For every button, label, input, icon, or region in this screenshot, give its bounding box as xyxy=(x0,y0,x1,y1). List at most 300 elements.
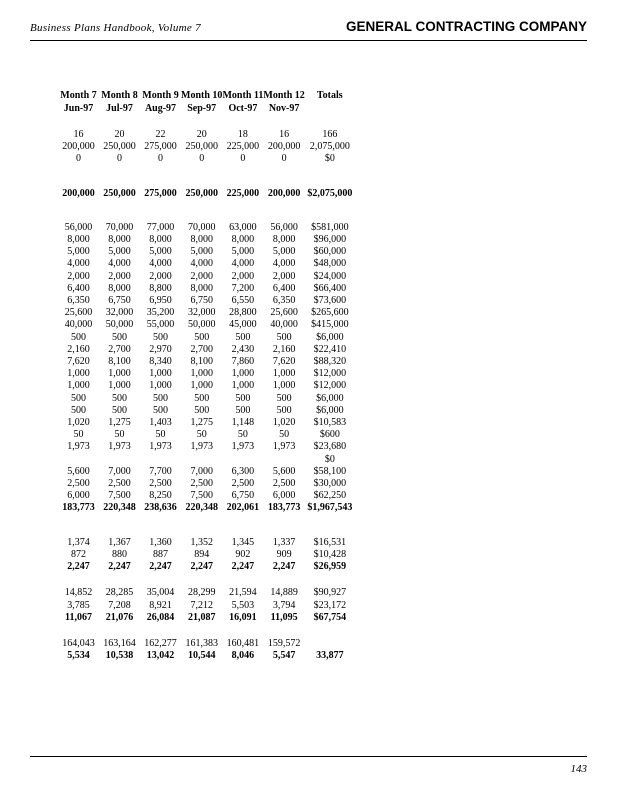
table-cell: 2,000 xyxy=(67,270,90,282)
table-cell: 50,000 xyxy=(187,319,216,331)
table-cell: 163,164 xyxy=(103,637,136,649)
table-cell: 50 xyxy=(114,429,125,441)
table-cell: 6,750 xyxy=(108,295,131,307)
handbook-title: Business Plans Handbook, Volume 7 xyxy=(30,22,201,34)
total-row xyxy=(58,561,355,573)
table-cell: 500 xyxy=(194,392,210,404)
table-cell: $90,927 xyxy=(313,587,347,599)
table-cell: 8,100 xyxy=(190,356,213,368)
column-header: Month 12 xyxy=(263,90,305,101)
table-cell: $10,428 xyxy=(313,548,347,560)
table-row xyxy=(58,271,355,283)
table-cell: 225,000 xyxy=(226,141,260,153)
table-cell: 2,247 xyxy=(149,561,172,573)
table-cell: 902 xyxy=(235,548,251,560)
table-cell: 2,000 xyxy=(149,270,172,282)
table-cell: 2,500 xyxy=(108,478,131,490)
table-cell: 28,800 xyxy=(229,307,257,319)
table-cell: 1,973 xyxy=(149,441,172,453)
table-row xyxy=(58,246,355,258)
table-cell: $6,000 xyxy=(316,404,344,416)
table-cell: $1,967,543 xyxy=(307,502,353,514)
table-cell: 55,000 xyxy=(146,319,175,331)
table-cell: $30,000 xyxy=(313,478,347,490)
table-row xyxy=(58,466,355,478)
table-cell: 225,000 xyxy=(226,187,260,199)
table-cell: $6,000 xyxy=(316,331,344,343)
table-cell: 50 xyxy=(155,429,166,441)
table-cell: 7,620 xyxy=(272,356,296,368)
table-row xyxy=(58,258,355,270)
table-cell: 183,773 xyxy=(62,502,95,514)
table-cell: 5,000 xyxy=(231,246,255,258)
table-cell: 26,084 xyxy=(146,611,175,623)
table-row xyxy=(58,417,355,429)
table-cell: 500 xyxy=(194,331,210,343)
table-cell: 500 xyxy=(235,331,251,343)
spacer-row xyxy=(58,115,355,129)
table-cell: 500 xyxy=(276,331,292,343)
table-cell: $0 xyxy=(324,453,335,465)
table-cell: 2,247 xyxy=(108,561,131,573)
column-header: Month 9 xyxy=(142,90,179,101)
table-cell: 2,160 xyxy=(67,343,90,355)
table-cell: 2,000 xyxy=(190,270,213,282)
table-row xyxy=(58,234,355,246)
table-cell: $0 xyxy=(324,153,335,165)
table-cell: $48,000 xyxy=(313,258,347,270)
table-cell: 50 xyxy=(237,429,248,441)
table-cell: 1,973 xyxy=(108,441,131,453)
table-cell: 161,383 xyxy=(185,637,218,649)
spacer-row xyxy=(58,166,355,188)
table-cell: 0 xyxy=(117,153,122,165)
table-cell: 7,000 xyxy=(190,465,213,477)
table-cell: 8,046 xyxy=(231,650,255,662)
table-cell: $581,000 xyxy=(311,221,349,233)
column-subheader: Nov-97 xyxy=(268,103,300,114)
table-row xyxy=(58,222,355,234)
table-cell: 1,000 xyxy=(272,380,296,392)
table-cell: 1,000 xyxy=(149,380,172,392)
column-subheader: Oct-97 xyxy=(228,103,258,114)
table-cell: 1,337 xyxy=(272,536,296,548)
table-cell: 1,000 xyxy=(108,380,131,392)
table-cell xyxy=(99,454,140,466)
table-cell: 2,000 xyxy=(272,270,296,282)
table-cell: 1,973 xyxy=(190,441,213,453)
table-cell xyxy=(263,454,304,466)
financial-table-container xyxy=(58,89,355,662)
column-subheader: Aug-97 xyxy=(144,103,177,114)
table-cell: 8,921 xyxy=(149,599,172,611)
table-row xyxy=(58,549,355,561)
table-row xyxy=(58,393,355,405)
table-cell: 200,000 xyxy=(62,141,95,153)
spacer-cell xyxy=(58,200,355,222)
table-cell: 40,000 xyxy=(64,319,93,331)
table-cell: 7,200 xyxy=(231,282,255,294)
table-cell: 6,750 xyxy=(231,490,255,502)
table-cell: 2,700 xyxy=(108,343,131,355)
table-cell: 0 xyxy=(199,153,205,165)
table-cell: 18 xyxy=(237,129,248,140)
table-cell: 6,400 xyxy=(67,282,90,294)
table-cell: 32,000 xyxy=(105,307,134,319)
table-cell: 1,020 xyxy=(67,417,90,429)
table-cell: $73,600 xyxy=(313,295,347,307)
table-cell: 2,500 xyxy=(231,478,255,490)
table-cell: $12,000 xyxy=(313,368,347,380)
table-cell: 1,000 xyxy=(108,368,131,380)
table-cell: 500 xyxy=(71,404,86,416)
table-cell xyxy=(305,638,355,650)
table-row xyxy=(58,405,355,417)
table-row xyxy=(58,454,355,466)
table-row xyxy=(58,344,355,356)
table-cell: $66,400 xyxy=(313,282,347,294)
table-cell: 1,000 xyxy=(149,368,172,380)
table-cell: 1,973 xyxy=(67,441,90,453)
table-cell: 500 xyxy=(112,331,127,343)
table-cell: 500 xyxy=(153,392,168,404)
table-cell: 872 xyxy=(71,548,86,560)
table-cell: 16,091 xyxy=(229,611,257,623)
table-cell: 11,095 xyxy=(270,611,298,623)
table-cell: 7,700 xyxy=(149,465,172,477)
page-footer xyxy=(30,756,587,775)
table-cell: 8,000 xyxy=(149,234,172,246)
spacer-cell xyxy=(58,166,355,188)
table-cell: 6,350 xyxy=(272,295,296,307)
table-cell: 500 xyxy=(71,392,86,404)
table-cell: 1,973 xyxy=(272,441,296,453)
table-cell: 32,000 xyxy=(187,307,216,319)
table-cell: 0 xyxy=(158,153,163,165)
table-cell: 1,345 xyxy=(231,536,255,548)
table-cell: 77,000 xyxy=(146,221,175,233)
table-cell: 10,544 xyxy=(187,650,216,662)
table-cell: 6,400 xyxy=(272,282,296,294)
table-cell: 63,000 xyxy=(229,221,257,233)
spacer-cell xyxy=(58,515,355,537)
spacer-row xyxy=(58,515,355,537)
table-cell: 1,973 xyxy=(231,441,255,453)
table-cell: 7,212 xyxy=(190,599,213,611)
table-cell: 6,350 xyxy=(67,295,90,307)
table-cell: 1,275 xyxy=(190,417,213,429)
table-cell: 3,794 xyxy=(272,599,296,611)
table-row xyxy=(58,307,355,319)
table-cell: 6,950 xyxy=(149,295,172,307)
table-cell: 2,247 xyxy=(231,561,255,573)
table-cell: 3,785 xyxy=(67,599,90,611)
table-cell: 2,075,000 xyxy=(309,141,350,153)
table-cell: 500 xyxy=(276,404,292,416)
table-cell: 8,000 xyxy=(108,234,131,246)
spacer-row xyxy=(58,624,355,638)
table-cell: 11,067 xyxy=(65,611,92,623)
table-row xyxy=(58,283,355,295)
table-cell: 14,889 xyxy=(270,587,298,599)
table-cell: 275,000 xyxy=(144,187,177,199)
table-cell: 1,000 xyxy=(190,368,213,380)
table-cell: 2,500 xyxy=(272,478,296,490)
table-cell: 35,200 xyxy=(146,307,175,319)
table-cell: 4,000 xyxy=(231,258,255,270)
table-cell: 22 xyxy=(155,129,166,140)
spacer-row xyxy=(58,573,355,587)
spacer-cell xyxy=(58,115,355,129)
table-cell: 880 xyxy=(112,548,127,560)
table-cell: 2,500 xyxy=(149,478,172,490)
table-cell: 50,000 xyxy=(105,319,134,331)
column-header: Month 11 xyxy=(222,90,264,101)
table-cell: 6,300 xyxy=(231,465,255,477)
table-row xyxy=(58,441,355,453)
column-header: Month 10 xyxy=(181,90,223,101)
table-cell: 1,275 xyxy=(108,417,131,429)
table-cell: $24,000 xyxy=(313,270,347,282)
table-cell: 16 xyxy=(73,129,84,140)
table-cell: 1,374 xyxy=(67,536,90,548)
table-cell: 7,500 xyxy=(190,490,213,502)
table-cell: 20 xyxy=(114,129,125,140)
table-cell: 70,000 xyxy=(105,221,134,233)
table-cell: 5,000 xyxy=(108,246,131,258)
table-cell xyxy=(181,454,222,466)
table-cell: 887 xyxy=(153,548,168,560)
table-cell: 166 xyxy=(322,129,338,140)
table-cell: 0 xyxy=(76,153,81,165)
table-row xyxy=(58,537,355,549)
table-cell: 500 xyxy=(235,404,251,416)
table-cell: 6,000 xyxy=(272,490,296,502)
table-row xyxy=(58,490,355,502)
table-cell: 7,208 xyxy=(108,599,131,611)
table-cell: 50 xyxy=(73,429,84,441)
table-cell: 500 xyxy=(235,392,251,404)
table-cell: 4,000 xyxy=(149,258,172,270)
table-cell: 1,360 xyxy=(149,536,172,548)
table-cell: $2,075,000 xyxy=(307,187,353,199)
table-cell: 2,500 xyxy=(67,478,90,490)
table-cell: $10,583 xyxy=(313,417,347,429)
table-cell: $26,959 xyxy=(313,561,347,573)
table-cell: 0 xyxy=(240,153,246,165)
column-subheader: Jun-97 xyxy=(63,103,94,114)
page-number: 143 xyxy=(570,763,587,775)
table-cell: 5,000 xyxy=(149,246,172,258)
table-cell: 1,000 xyxy=(67,380,90,392)
table-cell: 5,534 xyxy=(67,650,90,662)
table-body xyxy=(58,115,355,662)
page-header xyxy=(30,18,587,41)
table-cell: 33,877 xyxy=(316,650,344,662)
table-cell: 250,000 xyxy=(185,187,218,199)
table-cell: 21,076 xyxy=(105,611,134,623)
column-subheader: Sep-97 xyxy=(187,103,217,114)
financial-table xyxy=(58,89,355,662)
table-cell: 220,348 xyxy=(185,502,218,514)
table-cell: 500 xyxy=(153,404,168,416)
table-cell: 21,087 xyxy=(187,611,216,623)
table-row xyxy=(58,638,355,650)
total-row xyxy=(58,612,355,624)
header-row-dates xyxy=(58,102,355,115)
table-cell: $58,100 xyxy=(313,465,347,477)
table-cell: 20 xyxy=(196,129,207,140)
table-cell: 2,500 xyxy=(190,478,213,490)
table-cell: 220,348 xyxy=(103,502,136,514)
table-cell: 2,000 xyxy=(108,270,131,282)
table-cell: 56,000 xyxy=(270,221,298,233)
table-cell: 2,160 xyxy=(272,343,296,355)
table-cell: 1,020 xyxy=(272,417,296,429)
table-cell: 164,043 xyxy=(62,637,95,649)
table-cell: 50 xyxy=(196,429,207,441)
spacer-cell xyxy=(58,624,355,638)
table-cell: 1,367 xyxy=(108,536,131,548)
table-cell: $60,000 xyxy=(313,246,347,258)
table-cell: 909 xyxy=(276,548,292,560)
table-row xyxy=(58,129,355,141)
table-cell: $16,531 xyxy=(313,536,347,548)
table-cell: 500 xyxy=(276,392,292,404)
table-cell: 45,000 xyxy=(229,319,257,331)
table-cell: 2,247 xyxy=(190,561,213,573)
total-row xyxy=(58,502,355,514)
table-cell: 6,550 xyxy=(231,295,255,307)
table-cell: 202,061 xyxy=(226,502,260,514)
table-cell: 2,247 xyxy=(67,561,90,573)
table-cell: 1,352 xyxy=(190,536,213,548)
table-cell: 200,000 xyxy=(267,141,301,153)
table-cell: 2,247 xyxy=(272,561,296,573)
table-cell: 183,773 xyxy=(267,502,301,514)
table-cell xyxy=(222,454,263,466)
table-row xyxy=(58,356,355,368)
header-row-months xyxy=(58,89,355,102)
table-cell: 1,000 xyxy=(231,380,255,392)
table-cell: 1,000 xyxy=(272,368,296,380)
table-cell: 162,277 xyxy=(144,637,177,649)
table-cell: 1,000 xyxy=(67,368,90,380)
table-cell: 56,000 xyxy=(64,221,93,233)
spacer-row xyxy=(58,200,355,222)
table-cell: 500 xyxy=(112,404,127,416)
table-cell: 4,000 xyxy=(190,258,213,270)
table-cell: 500 xyxy=(112,392,127,404)
table-cell: 200,000 xyxy=(62,187,95,199)
table-cell: 8,000 xyxy=(190,282,213,294)
table-cell: $88,320 xyxy=(313,356,347,368)
table-cell: 7,860 xyxy=(231,356,255,368)
table-cell: 14,852 xyxy=(64,587,93,599)
table-cell: 21,594 xyxy=(229,587,257,599)
table-cell: $23,172 xyxy=(313,599,347,611)
table-cell: 25,600 xyxy=(270,307,298,319)
table-cell: 7,000 xyxy=(108,465,131,477)
table-cell: 50 xyxy=(279,429,290,441)
table-cell: 8,000 xyxy=(272,234,296,246)
table-cell: $600 xyxy=(319,429,340,441)
table-row xyxy=(58,295,355,307)
table-cell: 8,000 xyxy=(231,234,255,246)
table-cell: $265,600 xyxy=(311,307,349,319)
table-cell: $415,000 xyxy=(311,319,349,331)
table-cell: 8,800 xyxy=(149,282,172,294)
table-cell: 28,299 xyxy=(187,587,216,599)
table-row xyxy=(58,368,355,380)
table-cell: $12,000 xyxy=(313,380,347,392)
table-cell: 8,000 xyxy=(67,234,90,246)
table-cell: 4,000 xyxy=(108,258,131,270)
table-cell: 10,538 xyxy=(105,650,134,662)
company-title: GENERAL CONTRACTING COMPANY xyxy=(345,19,587,34)
table-cell: 500 xyxy=(194,404,210,416)
table-cell: 8,100 xyxy=(108,356,131,368)
table-cell: 4,000 xyxy=(67,258,90,270)
table-cell: 5,000 xyxy=(67,246,90,258)
table-cell: 200,000 xyxy=(267,187,301,199)
table-row xyxy=(58,141,355,153)
spacer-cell xyxy=(58,573,355,587)
table-cell: 159,572 xyxy=(267,637,301,649)
table-cell: 5,000 xyxy=(272,246,296,258)
table-cell: 2,970 xyxy=(149,343,172,355)
table-cell: 2,430 xyxy=(231,343,255,355)
column-subheader xyxy=(305,102,355,115)
table-cell: 8,000 xyxy=(108,282,131,294)
table-header xyxy=(58,89,355,115)
table-cell: $67,754 xyxy=(313,611,347,623)
column-subheader: Jul-97 xyxy=(106,103,133,114)
table-row xyxy=(58,587,355,599)
total-row xyxy=(58,188,355,200)
table-cell: $23,680 xyxy=(313,441,347,453)
table-cell: 5,600 xyxy=(67,465,90,477)
table-cell xyxy=(140,454,181,466)
total-row xyxy=(58,650,355,662)
table-row xyxy=(58,429,355,441)
table-cell: 5,503 xyxy=(231,599,255,611)
table-cell: 2,000 xyxy=(231,270,255,282)
table-row xyxy=(58,332,355,344)
table-cell: 5,547 xyxy=(272,650,296,662)
table-cell: 1,000 xyxy=(190,380,213,392)
table-cell: 8,340 xyxy=(149,356,172,368)
table-cell: 5,000 xyxy=(190,246,213,258)
table-cell: 894 xyxy=(194,548,210,560)
table-cell: 8,000 xyxy=(190,234,213,246)
table-cell: 7,620 xyxy=(67,356,90,368)
table-cell: 4,000 xyxy=(272,258,296,270)
table-cell: 250,000 xyxy=(185,141,218,153)
table-cell: 16 xyxy=(279,129,290,140)
table-cell: 1,148 xyxy=(231,417,255,429)
table-cell: 13,042 xyxy=(146,650,175,662)
table-cell: 2,700 xyxy=(190,343,213,355)
table-cell: 6,000 xyxy=(67,490,90,502)
table-cell: 8,250 xyxy=(149,490,172,502)
table-cell: 500 xyxy=(71,331,86,343)
table-cell: 5,600 xyxy=(272,465,296,477)
table-cell: 28,285 xyxy=(105,587,134,599)
table-row xyxy=(58,478,355,490)
table-cell: 7,500 xyxy=(108,490,131,502)
table-cell: 35,004 xyxy=(146,587,175,599)
